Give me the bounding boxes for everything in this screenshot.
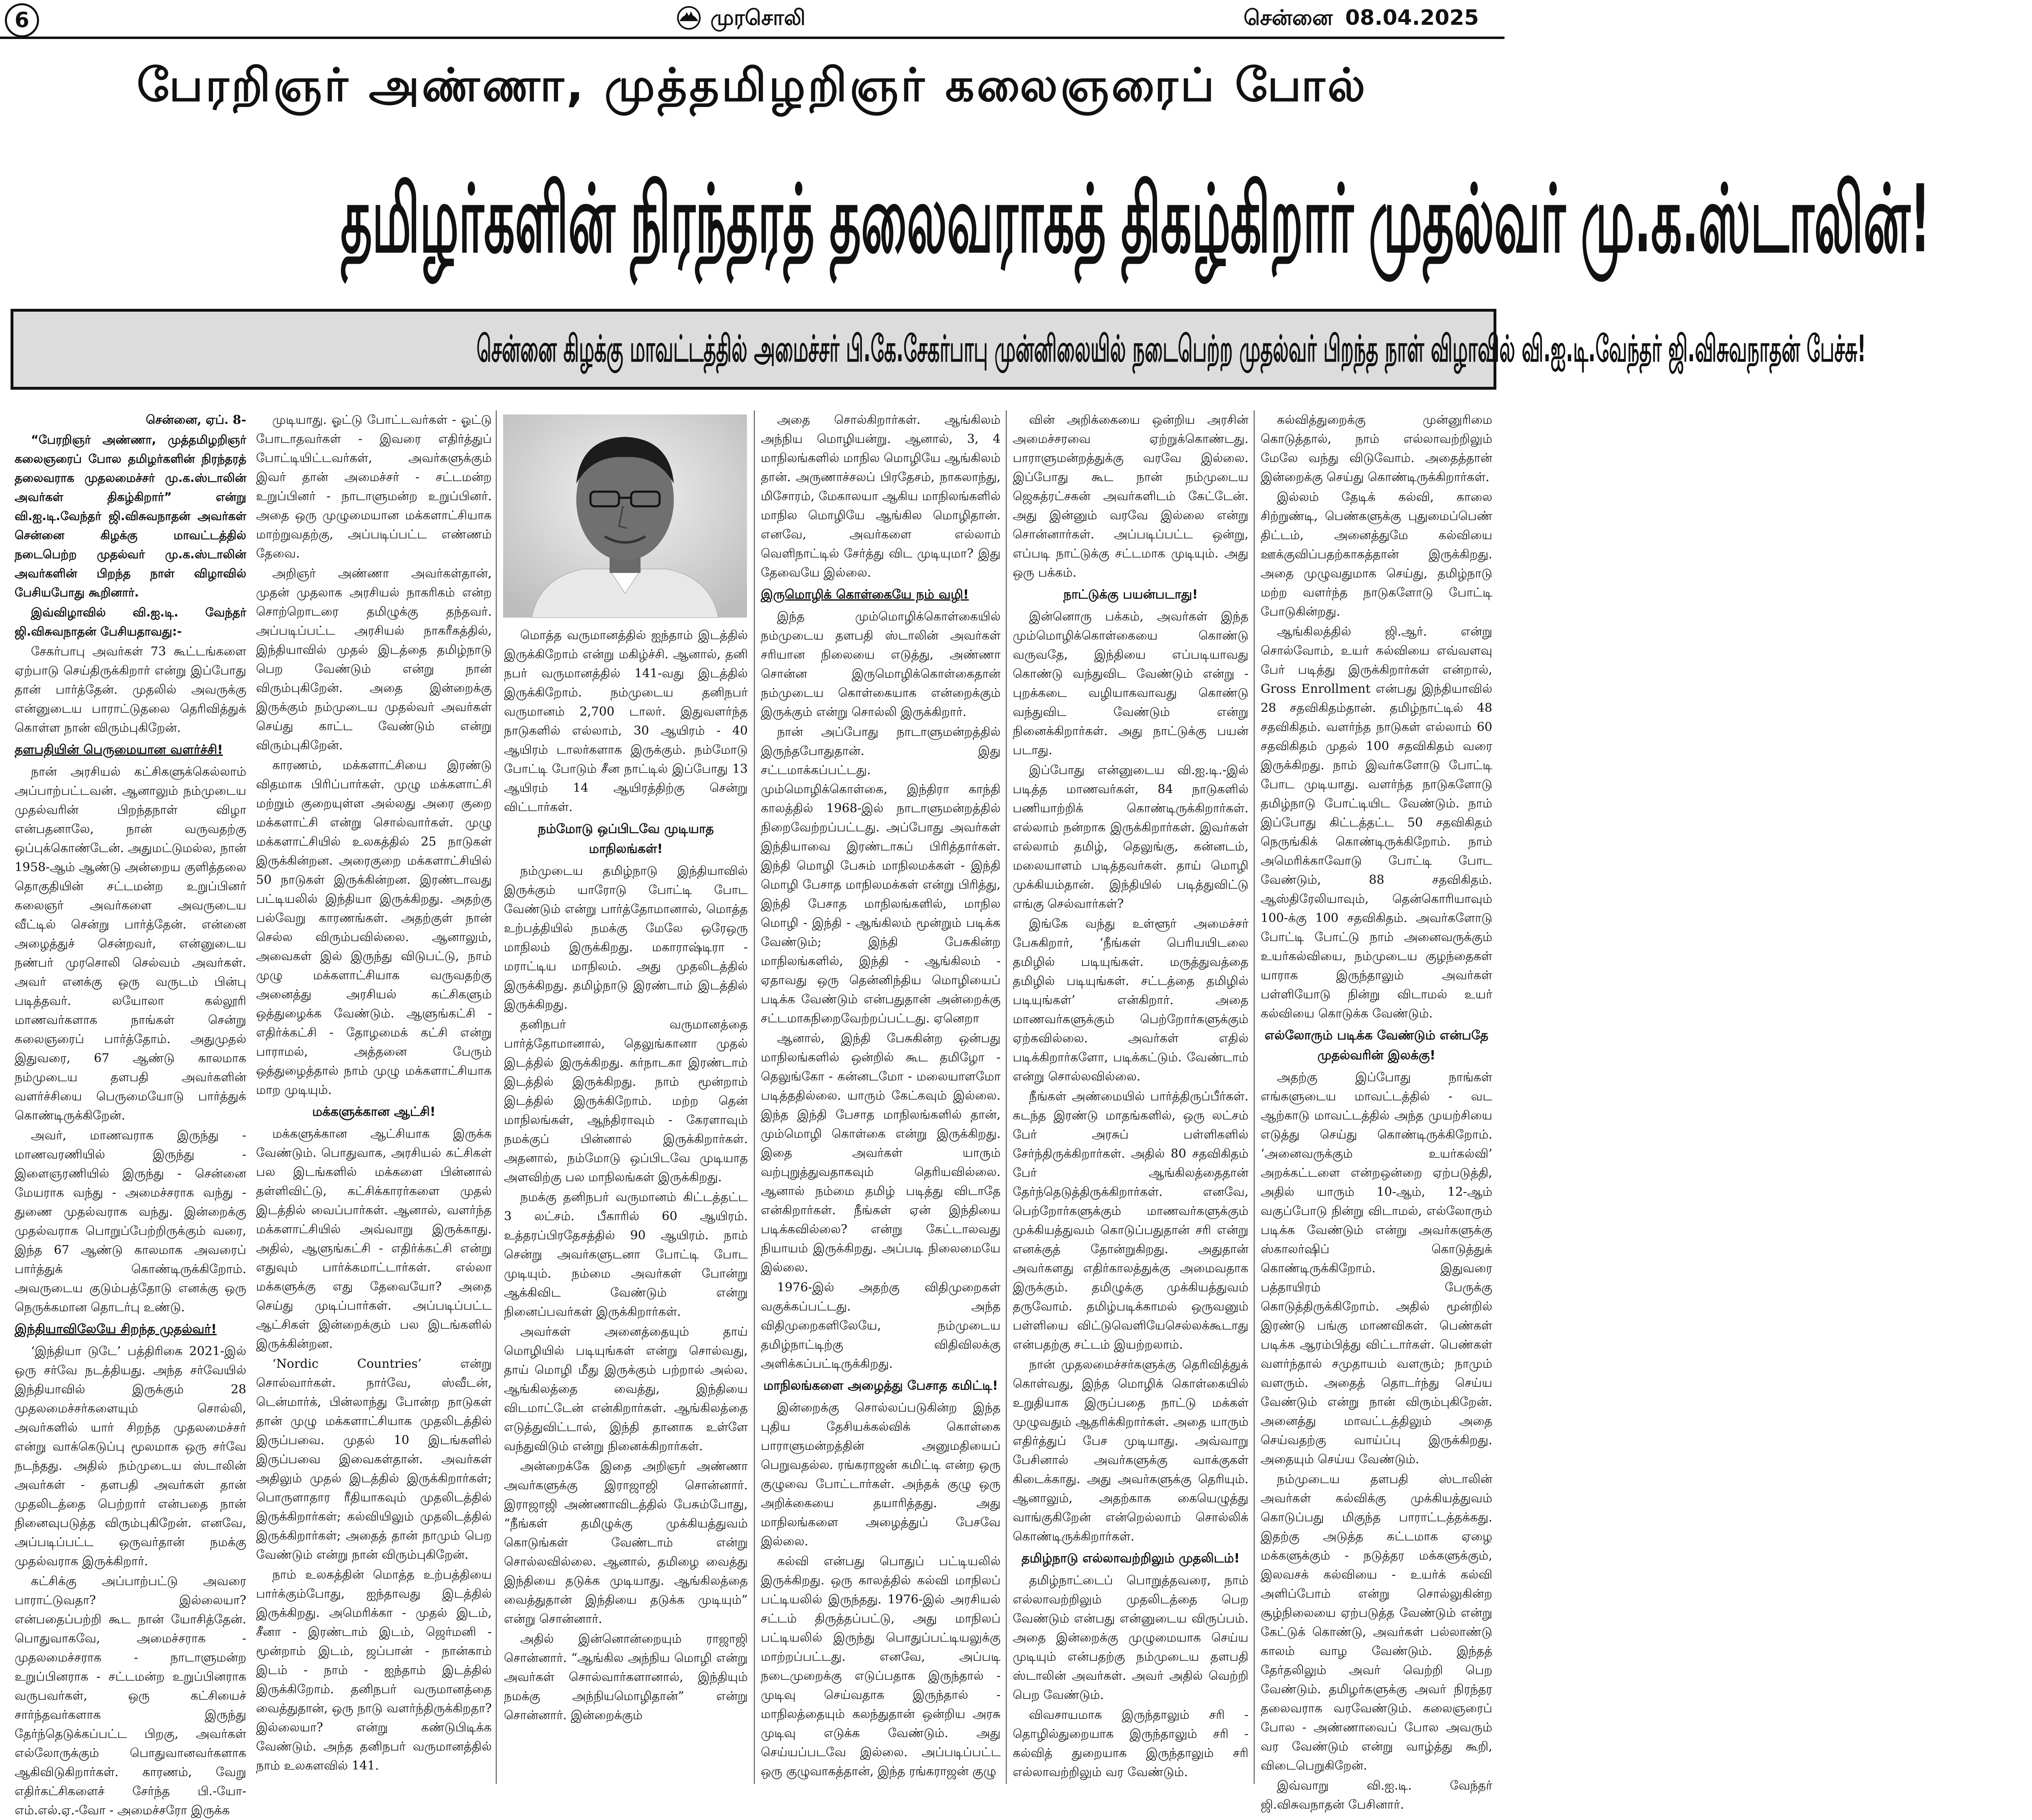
rising-sun-logo-icon [675,6,703,30]
paragraph: இங்கே வந்து உள்ளூர் அமைச்சர் பேசுகிறார், ‘நீங்கள் பெரியயிடலை தமிழில் படியுங்கள். மருத்துவத்தை தமிழில் படியுங்கள். சட்டத்தை தமிழில் படியுங்கள்’ என்கிறார். அதை மாணவர்களுக்கும் பெற்றோர்களுக்கும் ஏற்கவில்லை. அவர்கள் எதில் படிக்கிறார்களோ, படிக்கட்டும். வேண்டாம் என்று சொல்லவில்லை. [1013,917,1248,1084]
issue-date: 08.04.2025 [1345,6,1479,30]
paragraph: இந்த மும்மொழிக்கொள்கையில் நம்முடைய தளபதி ஸ்டாலின் அவர்கள் சரியான நிலையை எடுத்து, அண்ணா சொன்ன இருமொழிக்கொள்கைதான் நம்முடைய கொள்கையாக என்றைக்கும் இருக்கும் என்று சொல்லி இருக்கிறார். [761,610,1001,719]
subheadline: சென்னை கிழக்கு மாவட்டத்தில் அமைச்சர் பி.கே.சேகர்பாபு முன்னிலையில் நடைபெற்ற முதல்வர் பிறந்த நாள் விழாவில் வி.ஐ.டி.வேந்தர் ஜி.விசுவநாதன் பேச்சு! [476,328,1866,370]
paragraph: அதற்கு இப்போது நாங்கள் எங்களுடைய மாவட்டத்தில் - வட ஆற்காடு மாவட்டத்தில் அந்த முயற்சியை எடுத்து செய்து கொண்டிருக்கிறோம். ‘அனைவருக்கும் உயர்கல்வி’ அறக்கட்டளை என்றஒன்றை ஏற்படுத்தி, அதில் யாரும் 10-ஆம், 12-ஆம் வகுப்போடு நின்று விடாமல், எல்லோரும் படிக்க வேண்டும் என்று அவர்களுக்கு ஸ்காலர்ஷிப் கொடுத்துக் கொண்டிருக்கிறோம். இதுவரை பத்தாயிரம் பேருக்கு கொடுத்திருக்கிறோம். அதில் மூன்றில் இரண்டு பங்கு மாணவிகள். பெண்கள் படிக்க ஆரம்பித்து விட்டார்கள். பெண்கள் வளர்ந்தால் சமுதாயம் வளரும்; நாமும் வளரும். அதைத் தொடர்ந்து செய்ய வேண்டும் என்று நான் விரும்புகிறேன். அனைத்து மாவட்டத்திலும் அதை செய்வதற்கு வாய்ப்பு இருக்கிறது. அதையும் செய்ய வேண்டும். [1261,1070,1492,1466]
paragraph: நம்முடைய தமிழ்நாடு இந்தியாவில் இருக்கும் யாரோடு போட்டி போட வேண்டும் என்று பார்த்தோமானால், மொத்த உற்பத்தியில் நமக்கு மேலே ஒரேஒரு மாநிலம் இருக்கிறது. மகாராஷ்டிரா - மராட்டிய மாநிலம். அது முதலிடத்தில் இருக்கிறது. தமிழ்நாடு இரண்டாம் இடத்தில் இருக்கிறது. [504,864,748,1012]
article-column-4 [761,410,1001,1780]
column-rule [1006,410,1007,1784]
paragraph: அன்றைக்கே இதை அறிஞர் அண்ணா அவர்களுக்கு இராஜாஜி சொன்னார். இராஜாஜி அண்ணாவிடத்தில் பேசும்போது, “நீங்கள் தமிழுக்கு முக்கியத்துவம் கொடுங்கள் வேண்டாம் என்று சொல்லவில்லை. ஆனால், தமிழை வைத்து இந்தியை தடுக்க முடியாது. ஆங்கிலத்தை வைத்துதான் இந்தியை தடுக்க முடியும்” என்று சொன்னார். [504,1459,748,1626]
column-rule [1254,410,1255,1784]
paragraph: கல்வித்துறைக்கு முன்னுரிமை கொடுத்தால், நாம் எல்லாவற்றிலும் மேலே வந்து விடுவோம். அதைத்தான் இன்றைக்கு செய்து கொண்டிருக்கிறார்கள். [1261,413,1492,484]
paragraph: ஆனால், இந்தி பேசுகின்ற ஒன்பது மாநிலங்களில் ஒன்றில் கூட தமிழோ - தெலுங்கோ - கன்னடமோ - மலையாளமோ படித்ததில்லை. யாரும் கேட்கவும் இல்லை. இந்த இந்தி பேசாத மாநிலங்களில் தான், மும்மொழி கொள்கை என்று இருக்கிறது. இதை அவர்கள் யாரும் வற்புறுத்துவதாகவும் தெரியவில்லை. ஆனால் நம்மை தமிழ் படித்து விடாதே என்கிறார்கள். நீங்கள் ஏன் இந்தியை படிக்கவில்லை? என்று கேட்டாலவது நியாயம் இருக்கிறது. அப்படி நிலைமையே இல்லை. [761,1031,1001,1275]
kicker-headline: பேரறிஞர் அண்ணா, முத்தமிழறிஞர் கலைஞரைப் போல் [137,59,1368,112]
subheading: இருமொழிக் கொள்கையே நம் வழி! [761,587,969,602]
newspaper-name: முரசொலி [710,6,805,30]
paragraph: சேகர்பாபு அவர்கள் 73 கூட்டங்களை ஏற்பாடு செய்திருக்கிறார் என்று இப்போது தான் பார்த்தேன். முதலில் அவருக்கு என்னுடைய பாராட்டுதலை தெரிவித்துக் கொள்ள நான் விரும்புகிறேன். [15,644,246,735]
paragraph: இவ்வாறு வி.ஐ.டி. வேந்தர் ஜி.விசுவநாதன் பேசினார். [1261,1779,1492,1812]
paragraph: நம்முடைய தளபதி ஸ்டாலின் அவர்கள் கல்விக்கு முக்கியத்துவம் கொடுப்பது மிகுந்த பாராட்டத்தக்கது. இதற்கு அடுத்த கட்டமாக ஏழை மக்களுக்கும் - நடுத்தர மக்களுக்கும், இலவசக் கல்வியை - உயர்க் கல்வி அளிப்போம் என்று சொல்லுகின்ற சூழ்நிலையை ஏற்படுத்த வேண்டும் என்று கேட்டுக் கொண்டு, அவர்கள் பல்லாண்டு காலம் வாழ வேண்டும். இந்தத் தேர்தலிலும் அவர் வெற்றி பெற வேண்டும். தமிழர்களுக்கு அவர் நிரந்தர தலைவராக வரவேண்டும். கலைஞரைப் போல - அண்ணாவைப் போல அவரும் வர வேண்டும் என்று வாழ்த்து கூறி, விடைபெறுகிறேன். [1261,1472,1492,1773]
paragraph: கட்சிக்கு அப்பாற்பட்டு அவரை பாராட்டுவதா? இல்லையா? என்பதைப்பற்றி கூட நான் யோசித்தேன். பொதுவாகவே, அமைச்சராக - முதலமைச்சராக - நாடாளுமன்ற உறுப்பினராக - சட்டமன்ற உறுப்பினராக வருபவர்கள், ஒரு கட்சியைச் சார்ந்தவர்களாக இருந்து தேர்ந்தெடுக்கப்பட்ட பிறகு, அவர்கள் எல்லோருக்கும் பொதுவானவர்களாக ஆகிவிடுகிறார்கள். காரணம், வேறு எதிர்கட்சிகளைச் சேர்ந்த பி.-யோ- எம்.எல்.ஏ.-வோ - அமைச்சரோ இருக்க [15,1574,246,1818]
speaker-portrait-photo [503,414,747,618]
subheading: நம்மோடு ஒப்பிடவே முடியாத மாநிலங்கள்! [538,822,714,856]
lead-paragraph: “பேரறிஞர் அண்ணா, முத்தமிழறிஞர் கலைஞரைப் போல தமிழர்களின் நிரந்தரத் தலைவராக முதலமைச்சர் மு.க.ஸ்டாலின் அவர்கள் திகழ்கிறார்” என்று வி.ஐ.டி.வேந்தர் ஜி.விசுவநாதன் அவர்கள் சென்னை கிழக்கு மாவட்டத்தில் நடைபெற்ற முதல்வர் மு.க.ஸ்டாலின் அவர்களின் பிறந்த நாள் விழாவில் பேசியபோது கூறினார். [15,433,246,599]
subheading: மக்களுக்கான ஆட்சி! [312,1104,436,1119]
edition-place: சென்னை [1244,6,1333,30]
paragraph: 1976-இல் அதற்கு விதிமுறைகள் வகுக்கப்பட்டது. அந்த விதிமுறைகளிலேயே, நம்முடைய தமிழ்நாட்டிற்கு விதிவிலக்கு அளிக்கப்பட்டிருக்கிறது. [761,1280,1001,1371]
subheading: நாட்டுக்கு பயன்படாது! [1063,587,1198,602]
article-column-2 [256,410,492,1780]
paragraph: இப்போது என்னுடைய வி.ஐ.டி.-இல் படித்த மாணவர்கள், 84 நாடுகளில் பணியாற்றிக் கொண்டிருக்கிறார்கள். எல்லாம் நன்றாக இருக்கிறார்கள். இவர்கள் எல்லாம் தமிழ், தெலுங்கு, கன்னடம், மலையாளம் படித்தவர்கள். தாய் மொழி முக்கியம்தான். இந்தியில் படித்துவிட்டு எங்கு செல்வார்கள்? [1013,763,1248,911]
paragraph: கல்வி என்பது பொதுப் பட்டியலில் இருக்கிறது. ஒரு காலத்தில் கல்வி மாநிலப் பட்டியலில் இருந்தது. 1976-இல் அரசியல் சட்டம் திருத்தப்பட்டு, அது மாநிலப் பட்டியலில் இருந்து பொதுப்பட்டியலுக்கு மாற்றப்பட்டது. எனவே, அப்படி நடைமுறைக்கு எடுப்பதாக இருந்தால் - முடிவு செய்வதாக இருந்தால் - மாநிலத்தையும் கலந்துதான் ஒன்றிய அரசு முடிவு எடுக்க வேண்டும். அது செய்யப்படவே இல்லை. அப்படிப்பட்ட ஒரு குழுவாகத்தான், இந்த ரங்கராஜன் குழு [761,1554,1001,1779]
paragraph: ‘இந்தியா டுடே’ பத்திரிகை 2021-இல் ஒரு சர்வே நடத்தியது. அந்த சர்வேயில் இந்தியாவில் இருக்கும் 28 முதலமைச்சர்களையும் சொல்லி, அவர்களில் யார் சிறந்த முதலமைச்சர் என்று வாக்கெடுப்பு மூலமாக ஒரு சர்வே நடந்தது. அதில் நம்முடைய ஸ்டாலின் அவர்கள் - தளபதி அவர்கள் தான் முதலிடத்தை பெற்றார் என்பதை நான் நினைவுபடுத்த விரும்புகிறேன். எனவே, அப்படிப்பட்ட ஒருவர்தான் நமக்கு முதல்வராக இருக்கிறார். [15,1344,246,1568]
lead-paragraph: இவ்விழாவில் வி.ஐ.டி. வேந்தர் ஜி.விசுவநாதன் பேசியதாவது:- [15,605,246,638]
paragraph: ‘Nordic Countries’ என்று சொல்வார்கள். நார்வே, ஸ்வீடன், டென்மார்க், பின்லாந்து போன்ற நாடுகள் தான் முழு மக்களாட்சியாக முதலிடத்தில் இருப்பவை. முதல் 10 இடங்களில் இருப்பவை இவைகள்தான். அவர்கள் அதிலும் முதல் இடத்தில் இருக்கிறார்கள்; பொருளாதார ரீதியாகவும் முதலிடத்தில் இருக்கிறார்கள்; கல்வியிலும் முதலிடத்தில் இருக்கிறார்கள்; அதைத் தான் நாமும் பெற வேண்டும் என்று நான் விரும்புகிறேன். [256,1357,492,1562]
subheading: தமிழ்நாடு எல்லாவற்றிலும் முதலிடம்! [1021,1551,1240,1566]
paragraph: நான் அப்போது நாடாளுமன்றத்தில் இருந்தபோதுதான். இது சட்டமாக்கப்பட்டது. மும்மொழிக்கொள்கை, இந்திரா காந்தி காலத்தில் 1968-இல் நாடாளுமன்றத்தில் நிறைவேற்றப்பட்டது. அப்போது அவர்கள் இந்தியாவை இரண்டாகப் பிரித்தார்கள். இந்தி மொழி பேசும் மாநிலமக்கள் - இந்தி மொழி பேசாத மாநிலமக்கள் என்று பிரித்து, இந்தி பேசாத மாநிலங்களில், மாநில மொழி - இந்தி - ஆங்கிலம் மூன்றும் படிக்க வேண்டும்; இந்தி பேசுகின்ற மாநிலங்களில், இந்தி - ஆங்கிலம் - ஏதாவது ஒரு தென்னிந்திய மொழியைப் படிக்க வேண்டும் என்பதுதான் அன்றைக்கு சட்டமாகநிறைவேற்றப்பட்டது. ஏனெறா [761,725,1001,1026]
paragraph: விவசாயமாக இருந்தாலும் சரி - தொழில்துறையாக இருந்தாலும் சரி - கல்வித் துறையாக இருந்தாலும் சரி எல்லாவற்றிலும் வர வேண்டும். [1013,1708,1248,1779]
paragraph: அதை சொல்கிறார்கள். ஆங்கிலம் அந்நிய மொழியன்று. ஆனால், 3, 4 மாநிலங்களில் மாநில மொழியே ஆங்கிலம் தான். அருணாச்சலப் பிரதேசம், நாகலாந்து, மிசோரம், மேகாலயா ஆகிய மாநிலங்களில் மாநில மொழியே ஆங்கில மொழிதான். எனவே, அவர்களை எல்லாம் வெளிநாட்டில் சேர்த்து விட முடியுமா? இது தேவையே இல்லை. [761,413,1001,580]
paragraph: இன்றைக்கு சொல்லப்படுகின்ற இந்த புதிய தேசியக்கல்விக் கொள்கை பாராளுமன்றத்தின் அனுமதியைப் பெறுவதல்ல. ரங்கராஜன் கமிட்டி என்ற ஒரு குழுவை போட்டார்கள். அந்தக் குழு ஒரு அறிக்கையை தயாரித்தது. அது மாநிலங்களை அழைத்துப் பேசவே இல்லை. [761,1401,1001,1549]
article-column-6 [1261,410,1492,1812]
paragraph: இன்னொரு பக்கம், அவர்கள் இந்த மும்மொழிக்கொள்கையை கொண்டு வருவதே, இந்தியை எப்படியாவது கொண்டு வந்துவிட வேண்டும் என்று - புறக்கடை வழியாகவாவது கொண்டு வந்துவிட வேண்டும் என்று நினைக்கிறார்கள். அது நாட்டுக்கு பயன் படாது. [1013,610,1248,757]
subheading: தளபதியின் பெருமையான வளர்ச்சி! [15,742,223,757]
paragraph: அவர்கள் அனைத்தையும் தாய் மொழியில் படியுங்கள் என்று சொல்வது, தாய் மொழி மீது இருக்கும் பற்றால் அல்ல. ஆங்கிலத்தை வைத்து, இந்தியை விடமாட்டேன் என்கிறார்கள். ஆங்கிலத்தை எடுத்துவிட்டால், இந்தி தானாக உள்ளே வந்துவிடும் என்று நினைக்கிறார்கள். [504,1325,748,1453]
paragraph: அறிஞர் அண்ணா அவர்கள்தான், முதன் முதலாக அரசியல் நாகரிகம் என்ற சொற்றொடரை தமிழுக்கு தந்தவர். அப்படிப்பட்ட அரசியல் நாகரீகத்தில், இந்தியாவில் முதல் இடத்தை தமிழ்நாடு பெற வேண்டும் என்று நான் விரும்புகிறேன். அதை இன்றைக்கு இருக்கும் நம்முடைய முதல்வர் அவர்கள் செய்து காட்ட வேண்டும் என்று விரும்புகிறேன். [256,566,492,753]
paragraph: காரணம், மக்களாட்சியை இரண்டு விதமாக பிரிப்பார்கள். முழு மக்களாட்சி மற்றும் குறையுள்ள அல்லது அரை குறை மக்களாட்சி என்று சொல்வார்கள். முழு மக்களாட்சியில் உலகத்தில் 25 நாடுகள் இருக்கின்றன. அரைகுறை மக்களாட்சியில் 50 நாடுகள் இருக்கின்றன. இரண்டாவது பட்டியலில் இந்தியா இருக்கிறது. அதற்கு பல்வேறு காரணங்கள். அதற்குள் நான் செல்ல விரும்பவில்லை. ஆனாலும், அவைகள் இல் இருந்து விடுபட்டு, நாம் முழு மக்களாட்சியாக வருவதற்கு அனைத்து அரசியல் கட்சிகளும் ஒத்துழைக்க வேண்டும். ஆளுங்கட்சி - எதிர்க்கட்சி - தோழமைக் கட்சி என்று பாராமல், அத்தனை பேரும் ஒத்துழைத்தால் நாம் முழு மக்களாட்சியாக மாற முடியும். [256,758,492,1097]
main-headline-text: தமிழர்களின் நிரந்தரத் தலைவராகத் திகழ்கிறார் முதல்வர் மு.க.ஸ்டாலின்! [341,165,1930,274]
paragraph: நமக்கு தனிநபர் வருமானம் கிட்டத்தட்ட 3 லட்சம். பீகாரில் 60 ஆயிரம். உத்தரப்பிரதேசத்தில் 90 ஆயிரம். நாம் சென்று அவர்களுடனா போட்டி போட முடியும். நம்மை அவர்கள் போன்று ஆக்கிவிட வேண்டும் என்று நினைப்பவர்கள் இருக்கிறார்கள். [504,1190,748,1319]
article-column-3 [504,626,748,1780]
paragraph: முடியாது. ஓட்டு போட்டவர்கள் - ஓட்டு போடாதவர்கள் - இவரை எதிர்த்துப் போட்டியிட்டவர்கள், அவர்களுக்கும் இவர் தான் அமைச்சர் - சட்டமன்ற உறுப்பினர் - நாடாளுமன்ற உறுப்பினர். அதை ஒரு முழுமையான மக்களாட்சியாக மாற்றுவதற்கு, அப்படிப்பட்ட எண்ணம் தேவை. [256,413,492,561]
paragraph: அவர், மாணவராக இருந்து - மாணவரணியில் இருந்து - இளைஞரணியில் இருந்து - சென்னை மேயராக வந்து - அமைச்சராக வந்து - துணை முதல்வராக வந்து. இன்றைக்கு முதல்வராக பொறுப்பேற்றிருக்கும் வரை, இந்த 67 ஆண்டு காலமாக அவரைப் பார்த்துக் கொண்டிருக்கிறோம். அவருடைய குடும்பத்தோடு எனக்கு ஒரு நெருக்கமான தொடர்பு உண்டு. [15,1128,246,1315]
paragraph: வின் அறிக்கையை ஒன்றிய அரசின் அமைச்சரவை ஏற்றுக்கொண்டது. பாராளுமன்றத்துக்கு வரவே இல்லை. இப்போது கூட நான் நம்முடைய ஜெகத்ரட்சகன் அவர்களிடம் கேட்டேன். அது இன்னும் வரவே இல்லை என்று சொன்னார்கள். அப்படிப்பட்ட ஒன்று, எப்படி நாட்டுக்கு சட்டமாக முடியும். அது ஒரு பக்கம். [1013,413,1248,580]
subheading: இந்தியாவிலேயே சிறந்த முதல்வர்! [15,1322,217,1336]
dateline: சென்னை, ஏப். 8- [145,413,246,427]
paragraph: தனிநபர் வருமானத்தை பார்த்தோமானால், தெலுங்கானா முதல் இடத்தில் இருக்கிறது. கர்நாடகா இரண்டாம் இடத்தில் இருக்கிறது. நாம் மூன்றாம் இடத்தில் இருக்கிறோம். மற்ற தென் மாநிலங்கள், ஆந்திராவும் - கேரளாவும் நமக்குப் பின்னால் இருக்கிறார்கள். அதனால், நம்மோடு ஒப்பிடவே முடியாத அளவிற்கு பல மாநிலங்கள் இருக்கிறது. [504,1017,748,1184]
paragraph: இல்லம் தேடிக் கல்வி, காலை சிற்றுண்டி, பெண்களுக்கு புதுமைப்பெண் திட்டம், அனைத்துமே கல்வியை ஊக்குவிப்பதற்காகத்தான் இருக்கிறது. அதை முழுவதுமாக செய்து, தமிழ்நாடு மற்ற வளர்ந்த நாடுகளோடு போட்டி போடுகின்றது. [1261,490,1492,619]
paragraph: நாம் உலகத்தின் மொத்த உற்பத்தியை பார்க்கும்போது, ஐந்தாவது இடத்தில் இருக்கிறது. அமெரிக்கா - முதல் இடம், சீனா - இரண்டாம் இடம், ஜெர்மனி - மூன்றாம் இடம், ஜப்பான் - நான்காம் இடம் - நாம் - ஐந்தாம் இடத்தில் இருக்கிறோம். தனிநபர் வருமானத்தை வைத்துதான், ஒரு நாடு வளர்ந்திருக்கிறதா? இல்லையா? என்று கண்டுபிடிக்க வேண்டும். அந்த தனிநபர் வருமானத்தில் நாம் உலகளவில் 141. [256,1568,492,1773]
article-column-5 [1013,410,1248,1780]
column-rule [754,410,755,1784]
column-rule [496,410,497,1784]
paragraph: நான் முதலமைச்சர்களுக்கு தெரிவித்துக் கொள்வது, இந்த மொழிக் கொள்கையில் உறுதியாக இருப்பதை நாட்டு மக்கள் முழுவதும் ஆதரிக்கிறார்கள். அதை யாரும் எதிர்த்துப் பேச முடியாது. அவ்வாறு பேசினால் அவர்களுக்கு வாக்குகள் கிடைக்காது. அது அவர்களுக்கு தெரியும். ஆனாலும், அதற்காக கையெழுத்து வாங்குகிறேன் என்றெல்லாம் சொல்லிக் கொண்டிருக்கிறார்கள். [1013,1358,1248,1544]
main-headline [0,158,1930,280]
article-column-1 [15,410,246,1818]
subheading: எல்லோரும் படிக்க வேண்டும் என்பதே முதல்வரின் இலக்கு! [1264,1028,1489,1063]
paragraph: தமிழ்நாட்டைப் பொறுத்தவரை, நாம் எல்லாவற்றிலும் முதலிடத்தை பெற வேண்டும் என்பது என்னுடைய விருப்பம். அதை இன்றைக்கு முழுமையாக செய்ய முடியும் என்பதற்கு நம்முடைய தளபதி ஸ்டாலின் அவர்கள். அவர் அதில் வெற்றி பெற வேண்டும். [1013,1573,1248,1702]
paragraph: மொத்த வருமானத்தில் ஐந்தாம் இடத்தில் இருக்கிறோம் என்று மகிழ்ச்சி. ஆனால், தனி நபர் வருமானத்தில் 141-வது இடத்தில் இருக்கிறோம். நம்முடைய தனிநபர் வருமானம் 2,700 டாலர். இதுவளர்ந்த நாடுகளில் எல்லாம், 30 ஆயிரம் - 40 ஆயிரம் டாலர்களாக இருக்கும். நம்மோடு போட்டி போடும் சீன நாட்டில் இப்போது 13 ஆயிரம் 14 ஆயிரத்திற்கு சென்று விட்டார்கள். [504,628,748,814]
paragraph: ஆங்கிலத்தில் ஜி.ஆர். என்று சொல்வோம், உயர் கல்வியை எவ்வளவு பேர் படித்து இருக்கிறார்கள் என்றால், Gross Enrollment என்பது இந்தியாவில் 28 சதவிகிதம்தான். தமிழ்நாட்டில் 48 சதவிகிதம். வளர்ந்த நாடுகள் எல்லாம் 60 சதவிகிதம் முதல் 100 சதவிகிதம் வரை இருக்கிறது. நாம் இவர்களோடு போட்டி போட முடியாது. வளர்ந்த நாடுகளோடு தமிழ்நாடு போட்டியிட வேண்டும். நாம் இப்போது கிட்டத்தட்ட 50 சதவிகிதம் நெருங்கிக் கொண்டிருக்கிறோம். நாம் அமெரிக்காவோடு போட்டி போட வேண்டும், 88 சதவிகிதம். ஆஸ்திரேலியாவும், தென்கொரியாவும் 100-க்கு 100 சதவிகிதம். அவர்களோடு போட்டி போட்டு நாம் அனைவருக்கும் உயர்கல்வியை, நம்முடைய குழந்தைகள் யாராக இருந்தாலும் அவர்கள் பள்ளியோடு நின்று விடாமல் உயர் கல்வியை கொடுக்க வேண்டும். [1261,625,1492,1021]
paragraph: அதில் இன்னொன்றையும் ராஜாஜி சொன்னார். “ஆங்கில அந்நிய மொழி என்று அவர்கள் சொல்வார்களானால், இந்தியும் நமக்கு அந்நியமொழிதான்” என்று சொன்னார். இன்றைக்கும் [504,1632,748,1722]
page-number: 6 [5,3,39,37]
subheading: மாநிலங்களை அழைத்து பேசாத கமிட்டி! [763,1378,998,1393]
subheadline-box [11,309,1866,390]
paragraph: மக்களுக்கான ஆட்சியாக இருக்க வேண்டும். பொதுவாக, அரசியல் கட்சிகள் பல இடங்களில் மக்களை பின்னால் தள்ளிவிட்டு, கட்சிக்காரர்களை முதல் இடத்தில் வைப்பார்கள். ஆனால், வளர்ந்த மக்களாட்சியில் அவ்வாறு இருக்காது. அதில், ஆளுங்கட்சி - எதிர்க்கட்சி என்று எதுவும் பார்க்கமாட்டார்கள். எல்லா மக்களுக்கு எது தேவையோ? அதை செய்து முடிப்பார்கள். அப்படிப்பட்ட ஆட்சிகள் இன்றைக்கும் பல இடங்களில் இருக்கின்றன. [256,1127,492,1351]
subheadline-text [13,312,1866,387]
paragraph: நீங்கள் அண்மையில் பார்த்திருப்பீர்கள். கடந்த இரண்டு மாதங்களில், ஒரு லட்சம் பேர் அரசுப் பள்ளிகளில் சேர்ந்திருக்கிறார்கள். அதில் 80 சதவிகிதம் பேர் ஆங்கிலத்தைதான் தேர்ந்தெடுத்திருக்கிறார்கள். எனவே, பெற்றோர்களுக்கும் மாணவர்களுக்கும் முக்கியத்துவம் கொடுப்பதுதான் சரி என்று எனக்குத் தோன்றுகிறது. அதுதான் அவர்களது எதிர்காலத்துக்கு அமைவதாக இருக்கும். தமிழுக்கு முக்கியத்துவம் தருவோம். தமிழ்படிக்காமல் ஒருவனும் பள்ளியை விட்டுவெளியேசெல்லக்கூடாது என்பதற்கு சட்டம் இயற்றலாம். [1013,1089,1248,1352]
paragraph: நான் அரசியல் கட்சிகளுக்கெல்லாம் அப்பாற்பட்டவன். ஆனாலும் நம்முடைய முதல்வரின் பிறந்தநாள் விழா என்பதனாலே, நான் வருவதற்கு ஒப்புக்கொண்டேன். அதுமட்டுமல்ல, நான் 1958-ஆம் ஆண்டு அன்றைய குளித்தலை தொகுதியின் சட்டமன்ற உறுப்பினர் கலைஞர் அவர்களை அவருடைய வீட்டில் சென்று பார்த்தேன். என்னை அழைத்துச் சென்றவர், என்னுடைய நண்பர் முரசொலி செல்வம் அவர்கள். அவர் எனக்கு ஒரு வருடம் பின்பு படித்தவர். லயோலா கல்லூரி மாணவர்களாக நாங்கள் சென்று கலைஞரைப் பார்த்தோம். அதுமுதல் இதுவரை, 67 ஆண்டு காலமாக நம்முடைய தளபதி அவர்களின் வளர்ச்சியை பெருமையோடு பார்த்துக் கொண்டிருக்கிறேன். [15,765,246,1123]
